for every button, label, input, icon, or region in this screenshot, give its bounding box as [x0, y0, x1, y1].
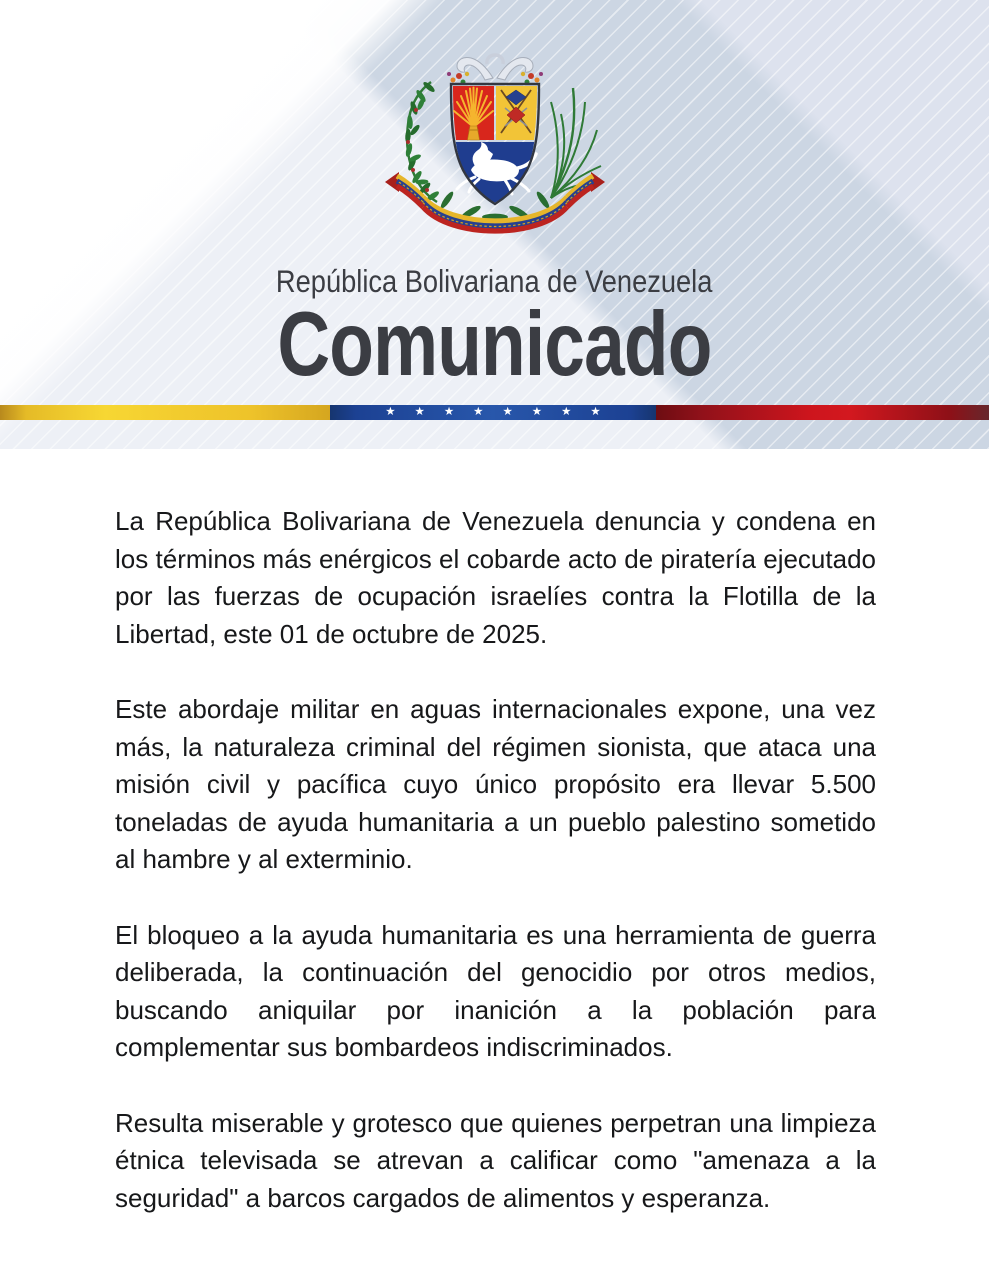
flag-band	[0, 405, 989, 420]
country-title-text: República Bolivariana de Venezuela	[276, 264, 713, 300]
paragraph-1: La República Bolivariana de Venezuela denuncia y condena en los términos más enérgicos el cobarde acto de piratería ejecutado por las fuerzas de ocupación israelíes contra la Flotilla de la Libertad, este 01 de octubre de 2025.	[115, 506, 876, 649]
page-title-text: Comunicado	[277, 293, 712, 395]
flag-stars: ★★★★★★★★	[385, 406, 620, 418]
flag-band-red	[656, 405, 989, 420]
header	[0, 0, 989, 449]
communique-body	[0, 449, 989, 1255]
paragraph-2: Este abordaje militar en aguas internacionales expone, una vez más, la naturaleza criminal del régimen sionista, que ataca una misión civil y pacífica cuyo único propósito era llevar 5.500 toneladas de ayuda humanitaria a un pueblo palestino sometido al hambre y al exterminio.	[115, 694, 876, 874]
paragraph-4: Resulta miserable y grotesco que quienes perpetran una limpieza étnica televisada se atrevan a calificar como "amenaza a la seguridad" a barcos cargados de alimentos y esperanza.	[115, 1107, 876, 1213]
page-title	[0, 293, 989, 395]
shield	[451, 84, 539, 204]
cornucopias	[447, 55, 543, 85]
flag-band-yellow	[0, 405, 330, 420]
paragraph-3: El bloqueo a la ayuda humanitaria es una herramienta de guerra deliberada, la continuación del genocidio por otros medios, buscando aniquilar por inanición a la población para complementar sus bombardeos indiscriminados.	[115, 919, 876, 1062]
flag-band-blue	[330, 405, 655, 420]
venezuela-coat-of-arms-icon	[375, 30, 615, 262]
